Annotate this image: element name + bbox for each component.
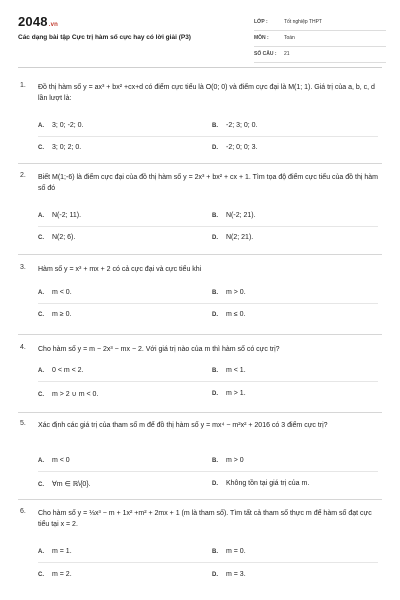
option-a[interactable] <box>38 122 84 136</box>
option-letter: A. <box>38 368 44 374</box>
option-text: N(-2; 21). <box>226 212 256 219</box>
option-letter: C. <box>38 235 44 241</box>
question-divider <box>18 334 382 335</box>
option-a[interactable] <box>38 289 72 303</box>
meta-row-class <box>254 17 386 31</box>
question-divider <box>18 499 382 500</box>
option-text: ∀m ∈ ℝ\{0}. <box>52 481 91 488</box>
option-letter: A. <box>38 290 44 296</box>
option-letter: A. <box>38 458 44 464</box>
option-letter: B. <box>212 290 218 296</box>
option-text: m = 2. <box>52 571 72 578</box>
option-divider <box>38 136 378 137</box>
question-text: Xác định các giá trị của tham số m để đồ thị hàm số y = mx⁴ − m²x² + 2016 có 3 điểm cực trị? <box>38 422 328 429</box>
option-c[interactable] <box>38 311 71 325</box>
question-divider <box>18 412 382 413</box>
option-divider <box>38 381 378 382</box>
site-logo[interactable] <box>18 14 58 29</box>
option-letter: A. <box>38 123 44 129</box>
meta-label: LỚP : <box>254 19 268 25</box>
question-5 <box>18 420 382 492</box>
option-letter: B. <box>212 123 218 129</box>
option-divider <box>38 226 378 227</box>
question-divider <box>18 254 382 255</box>
option-letter: D. <box>212 235 218 241</box>
option-text: m = 3. <box>226 571 246 578</box>
question-2 <box>18 172 382 244</box>
question-4 <box>18 344 382 406</box>
option-d[interactable] <box>212 144 258 158</box>
document-title: Các dạng bài tập Cực trị hàm số cực hay có lời giải (P3) <box>18 34 191 41</box>
option-divider <box>38 562 378 563</box>
option-letter: C. <box>38 392 44 398</box>
option-letter: C. <box>38 312 44 318</box>
option-letter: B. <box>212 549 218 555</box>
option-letter: C. <box>38 572 44 578</box>
option-text: m < 0 <box>52 457 70 464</box>
question-number: 4. <box>20 344 26 351</box>
option-c[interactable] <box>38 234 75 248</box>
option-text: N(-2; 11). <box>52 212 82 219</box>
option-text: m = 0. <box>226 548 246 555</box>
question-number: 3. <box>20 264 26 271</box>
question-text: Cho hàm số y = m − 2x³ − mx − 2. Với giá trị nào của m thì hàm số có cực trị? <box>38 346 280 353</box>
option-a[interactable] <box>38 367 84 381</box>
option-letter: D. <box>212 481 218 487</box>
meta-label: SỐ CÂU : <box>254 51 277 57</box>
option-d[interactable] <box>212 311 245 325</box>
question-number: 5. <box>20 420 26 427</box>
option-b[interactable] <box>212 212 256 226</box>
option-a[interactable] <box>38 548 72 562</box>
option-divider <box>38 303 378 304</box>
meta-row-count <box>254 49 386 63</box>
option-b[interactable] <box>212 367 246 381</box>
option-text: Không tồn tại giá trị của m. <box>226 480 310 487</box>
option-letter: A. <box>38 213 44 219</box>
option-letter: C. <box>38 145 44 151</box>
option-text: m > 2 ∪ m < 0. <box>52 391 99 398</box>
logo-suffix: .vn <box>48 22 59 28</box>
option-text: m = 1. <box>52 548 72 555</box>
option-a[interactable] <box>38 212 81 226</box>
option-text: m < 1. <box>226 367 246 374</box>
question-number: 1. <box>20 82 26 89</box>
document-meta <box>254 17 386 65</box>
question-number: 6. <box>20 508 26 515</box>
option-letter: A. <box>38 549 44 555</box>
meta-value: Toán <box>284 35 295 41</box>
option-b[interactable] <box>212 457 244 471</box>
option-letter: D. <box>212 312 218 318</box>
option-text: -2; 0; 0; 3. <box>226 144 258 151</box>
question-6 <box>18 508 382 588</box>
question-text: Biết M(1;-6) là điểm cực đại của đồ thị hàm số y = 2x³ + bx² + cx + 1. Tìm tọa độ điểm cực tiểu của đồ thị hàm số đó <box>38 174 378 192</box>
option-b[interactable] <box>212 289 246 303</box>
option-text: N(2; 21). <box>226 234 254 241</box>
document-header <box>18 14 386 62</box>
option-d[interactable] <box>212 571 246 585</box>
option-d[interactable] <box>212 390 246 404</box>
logo-text: 2048 <box>18 14 48 29</box>
option-b[interactable] <box>212 548 246 562</box>
option-letter: B. <box>212 368 218 374</box>
option-text: m < 0. <box>52 289 72 296</box>
option-divider <box>38 471 378 472</box>
meta-label: MÔN : <box>254 35 269 41</box>
question-divider <box>18 163 382 164</box>
option-text: 3; 0; -2; 0. <box>52 122 84 129</box>
option-text: m > 1. <box>226 390 246 397</box>
option-letter: D. <box>212 391 218 397</box>
option-letter: D. <box>212 572 218 578</box>
meta-value: 21 <box>284 51 290 57</box>
option-text: 0 < m < 2. <box>52 367 84 374</box>
option-text: 3; 0; 2; 0. <box>52 144 82 151</box>
option-b[interactable] <box>212 122 258 136</box>
question-1 <box>18 82 382 154</box>
question-3 <box>18 264 382 326</box>
option-text: m > 0 <box>226 457 244 464</box>
option-letter: D. <box>212 145 218 151</box>
option-c[interactable] <box>38 144 81 158</box>
option-a[interactable] <box>38 457 70 471</box>
option-text: -2; 3; 0; 0. <box>226 122 258 129</box>
option-c[interactable] <box>38 390 98 404</box>
option-text: m ≥ 0. <box>52 311 72 318</box>
meta-value: Tốt nghiệp THPT <box>284 19 322 25</box>
option-text: m > 0. <box>226 289 246 296</box>
question-text: Cho hàm số y = ⅓x³ − m + 1x² +m² + 2mx + 1 (m là tham số). Tìm tất cả tham số thực m để hàm số đạt cực tiểu tại x = 2. <box>38 510 372 528</box>
option-c[interactable] <box>38 480 91 494</box>
header-divider <box>18 67 382 68</box>
option-c[interactable] <box>38 571 72 585</box>
question-text: Đồ thị hàm số y = ax³ + bx² +cx+d có điểm cực tiểu là O(0; 0) và điểm cực đại là M(1; 1). Giá trị của a, b, c, d lần lượt là: <box>38 84 375 102</box>
question-number: 2. <box>20 172 26 179</box>
option-letter: C. <box>38 482 44 488</box>
question-text: Hàm số y = x³ + mx + 2 có cả cực đại và cực tiểu khi <box>38 266 202 273</box>
meta-row-subject <box>254 33 386 47</box>
option-d[interactable] <box>212 480 309 494</box>
option-d[interactable] <box>212 234 253 248</box>
option-text: m ≤ 0. <box>226 311 246 318</box>
option-letter: B. <box>212 458 218 464</box>
option-text: N(2; 6). <box>52 234 76 241</box>
option-letter: B. <box>212 213 218 219</box>
